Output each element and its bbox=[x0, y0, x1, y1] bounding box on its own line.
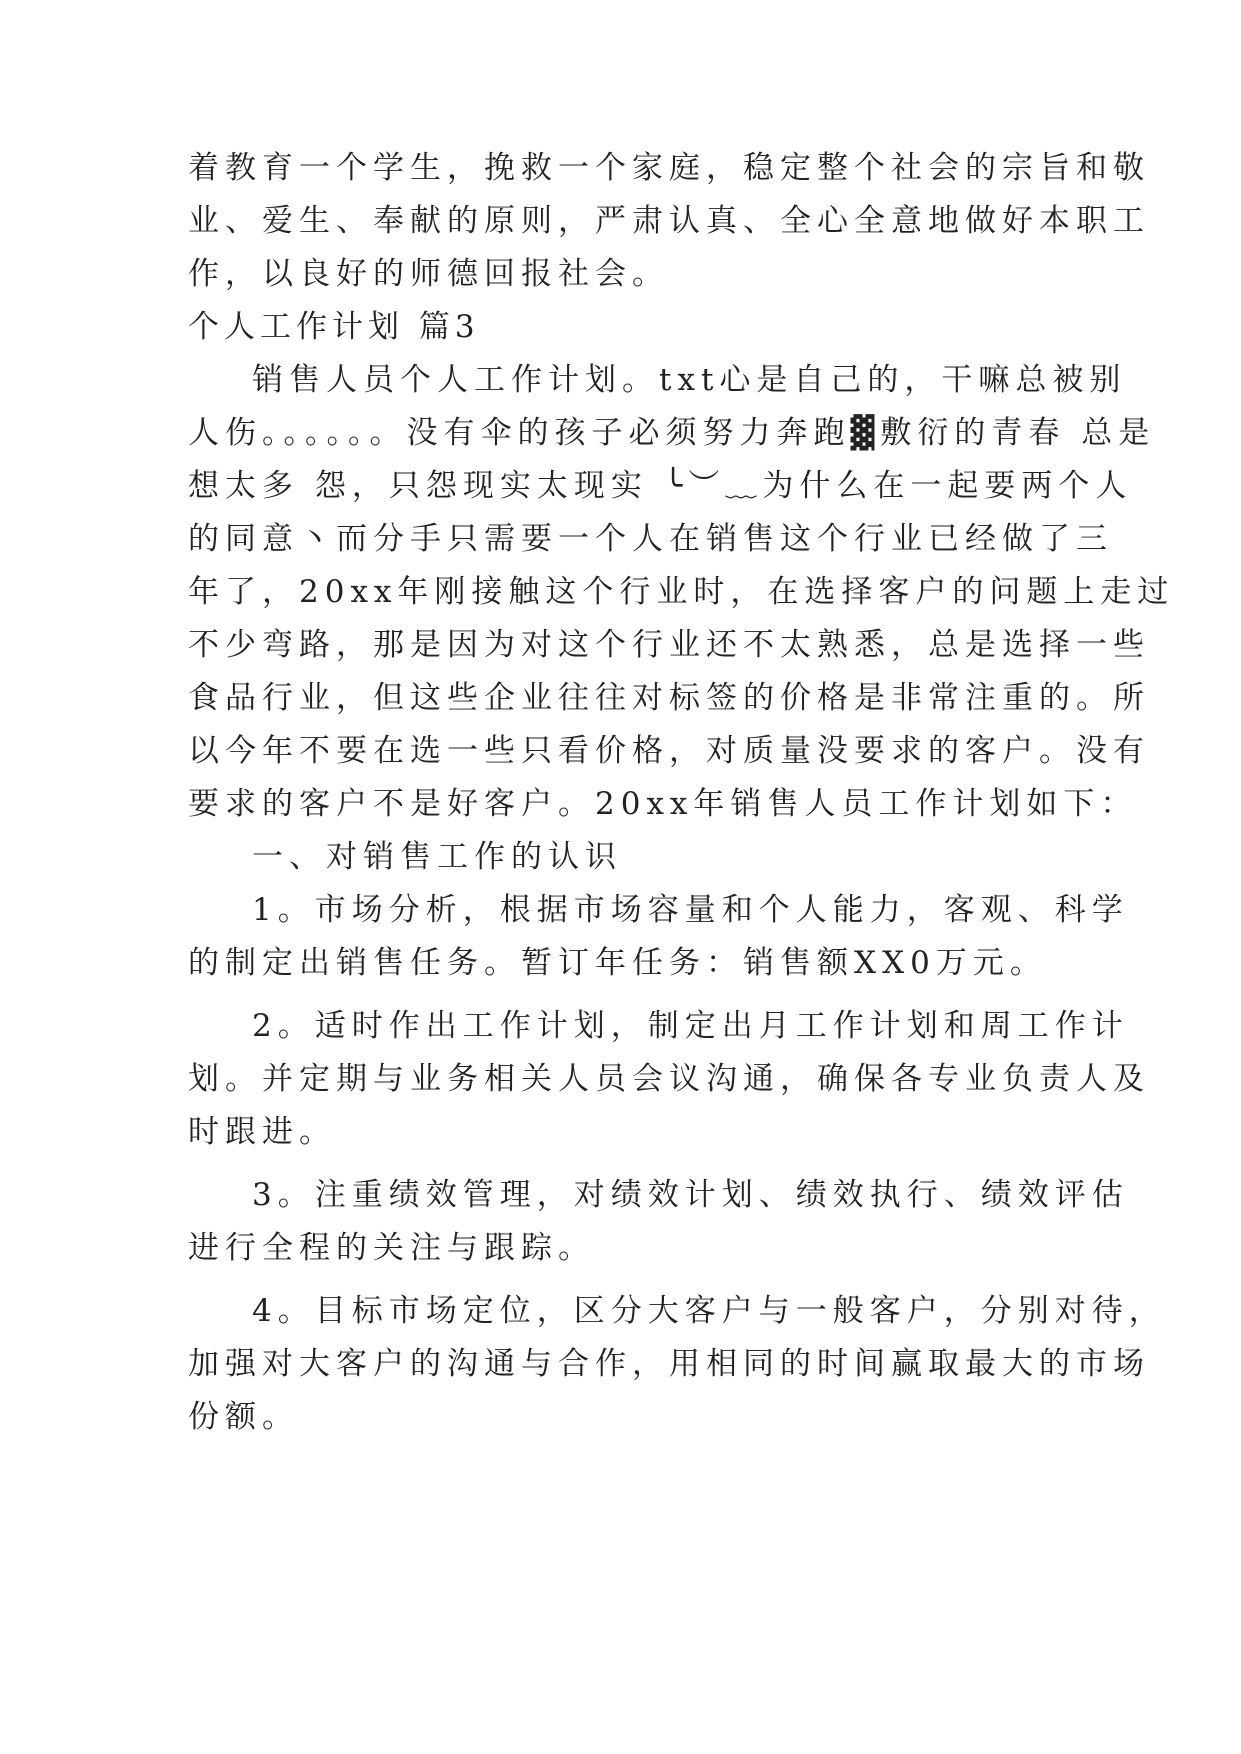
paragraph-line: 着教育一个学生，挽救一个家庭，稳定整个社会的宗旨和敬 bbox=[188, 150, 1150, 186]
section-heading: 个人工作计划 篇3 bbox=[188, 309, 480, 345]
list-item-line: 进行全程的关注与跟踪。 bbox=[188, 1230, 595, 1266]
paragraph-line: 要求的客户不是好客户。20xx年销售人员工作计划如下： bbox=[188, 786, 1138, 822]
paragraph-line: 食品行业，但这些企业往往对标签的价格是非常注重的。所 bbox=[188, 680, 1150, 716]
paragraph-line: 人伤。。。。。。没有伞的孩子必须努力奔跑▓敷衍的青春 总是 bbox=[188, 415, 1156, 451]
paragraph-line: 的同意丶而分手只需要一个人在销售这个行业已经做了三 bbox=[188, 521, 1113, 557]
list-item-line: 时跟进。 bbox=[188, 1114, 336, 1150]
list-item-line: 的制定出销售任务。暂订年任务：销售额XX0万元。 bbox=[188, 945, 1047, 981]
paragraph-line: 想太多 怨，只怨现实太现实 ╰︶﹏为什么在一起要两个人 bbox=[188, 468, 1133, 504]
paragraph-line: 作，以良好的师德回报社会。 bbox=[188, 256, 669, 292]
list-item-line: 划。并定期与业务相关人员会议沟通，确保各专业负责人及 bbox=[188, 1061, 1150, 1097]
paragraph-line: 销售人员个人工作计划。txt心是自己的，干嘛总被别 bbox=[252, 362, 1127, 398]
list-item-line: 1。市场分析，根据市场容量和个人能力，客观、科学 bbox=[252, 892, 1129, 928]
list-item-line: 加强对大客户的沟通与合作，用相同的时间赢取最大的市场 bbox=[188, 1346, 1150, 1382]
paragraph-line: 不少弯路，那是因为对这个行业还不太熟悉，总是选择一些 bbox=[188, 627, 1150, 663]
list-item-line: 份额。 bbox=[188, 1399, 299, 1435]
list-item-line: 3。注重绩效管理，对绩效计划、绩效执行、绩效评估 bbox=[252, 1177, 1129, 1213]
paragraph-line: 业、爱生、奉献的原则，严肃认真、全心全意地做好本职工 bbox=[188, 203, 1150, 239]
paragraph-line: 以今年不要在选一些只看价格，对质量没要求的客户。没有 bbox=[188, 733, 1150, 769]
subsection-heading: 一、对销售工作的认识 bbox=[252, 839, 622, 875]
list-item-line: 4。目标市场定位，区分大客户与一般客户，分别对待， bbox=[252, 1293, 1166, 1329]
list-item-line: 2。适时作出工作计划，制定出月工作计划和周工作计 bbox=[252, 1008, 1129, 1044]
paragraph-line: 年了，20xx年刚接触这个行业时，在选择客户的问题上走过 bbox=[188, 574, 1175, 610]
